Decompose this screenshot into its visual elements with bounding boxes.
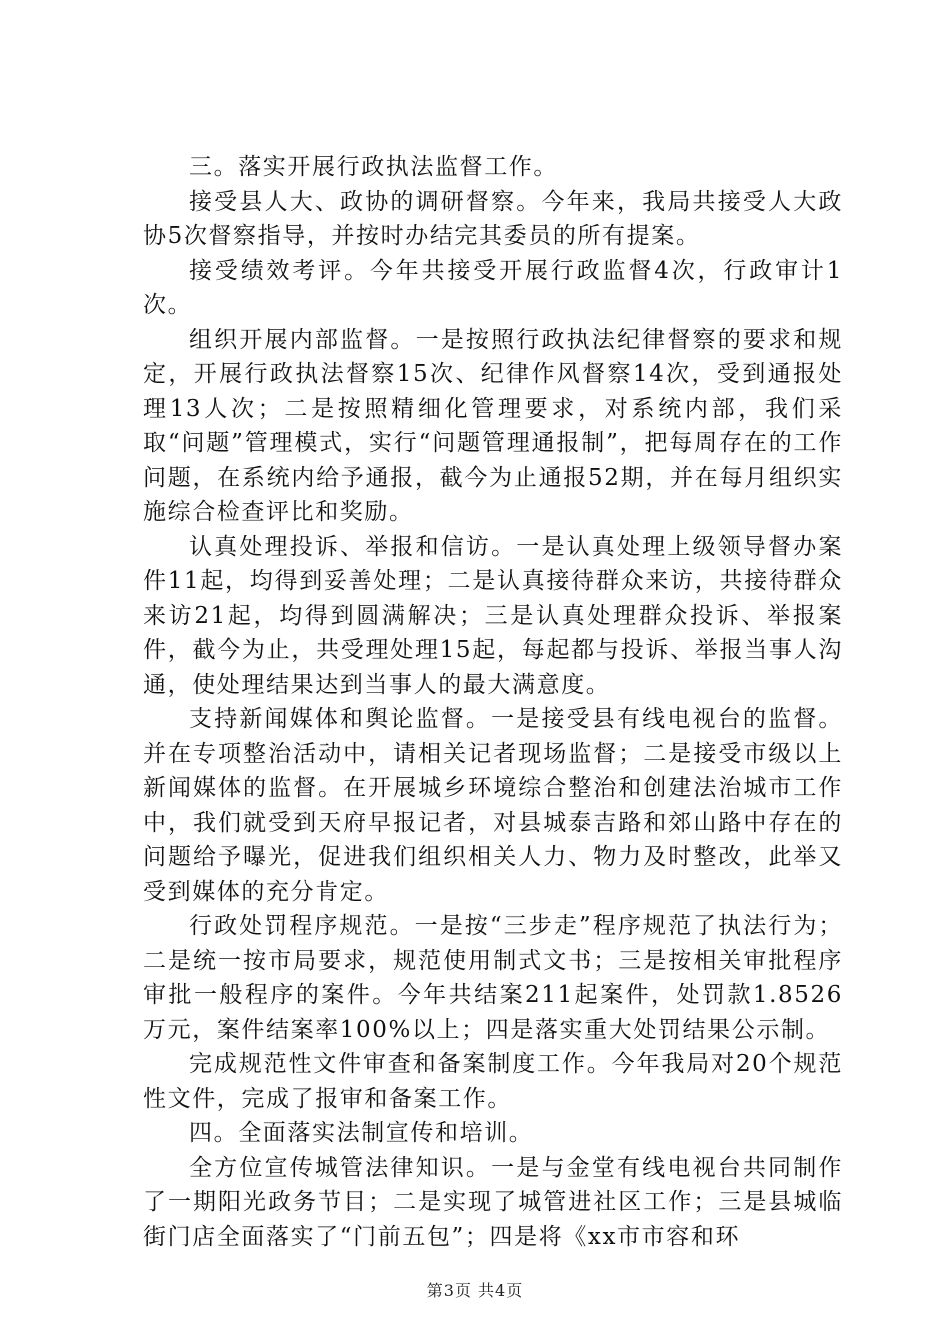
section-heading-3: 三。落实开展行政执法监督工作。 <box>189 154 558 180</box>
paragraph-normative-documents: 完成规范性文件审查和备案制度工作。今年我局对20个规范性文件，完成了报审和备案工作。 <box>143 1051 843 1112</box>
paragraph-penalty-procedure: 行政处罚程序规范。一是按“三步走”程序规范了执法行为；二是统一按市局要求，规范使用制式文书；三是按相关审批程序审批一般程序的案件。今年共结案211起案件，处罚款1.8526万元，案件结案率100%以上；四是落实重大处罚结果公示制。 <box>143 913 843 1043</box>
paragraph-media-supervision: 支持新闻媒体和舆论监督。一是接受县有线电视台的监督。并在专项整治活动中，请相关记者现场监督；二是接受市级以上新闻媒体的监督。在开展城乡环境综合整治和创建法治城市工作中，我们就受到天府早报记者，对县城泰吉路和郊山路中存在的问题给予曝光，促进我们组织相关人力、物力及时整改，此举又受到媒体的充分肯定。 <box>143 706 843 905</box>
document-body <box>143 150 843 1254</box>
paragraph-complaints-petitions: 认真处理投诉、举报和信访。一是认真处理上级领导督办案件11起，均得到妥善处理；二是认真接待群众来访，共接待群众来访21起，均得到圆满解决；三是认真处理群众投诉、举报案件，截今为止，共受理处理15起，每起都与投诉、举报当事人沟通，使处理结果达到当事人的最大满意度。 <box>143 533 843 698</box>
paragraph-internal-supervision: 组织开展内部监督。一是按照行政执法纪律督察的要求和规定，开展行政执法督察15次、纪律作风督察14次，受到通报处理13人次；二是按照精细化管理要求，对系统内部，我们采取“问题”管理模式，实行“问题管理通报制”，把每周存在的工作问题，在系统内给予通报，截今为止通报52期，并在每月组织实施综合检查评比和奖励。 <box>143 326 843 525</box>
paragraph-performance-review: 接受绩效考评。今年共接受开展行政监督4次，行政审计1次。 <box>143 257 843 318</box>
paragraph-npc-cppcc-supervision: 接受县人大、政协的调研督察。今年来，我局共接受人大政协5次督察指导，并按时办结完其委员的所有提案。 <box>143 188 843 249</box>
section-heading-4: 四。全面落实法制宣传和培训。 <box>189 1120 534 1146</box>
page-footer: 第3页 共4页 <box>426 1281 524 1300</box>
paragraph-legal-publicity: 全方位宣传城管法律知识。一是与金堂有线电视台共同制作了一期阳光政务节目；二是实现了城管进社区工作；三是县城临街门店全面落实了“门前五包”；四是将《xx市市容和环 <box>143 1154 843 1250</box>
